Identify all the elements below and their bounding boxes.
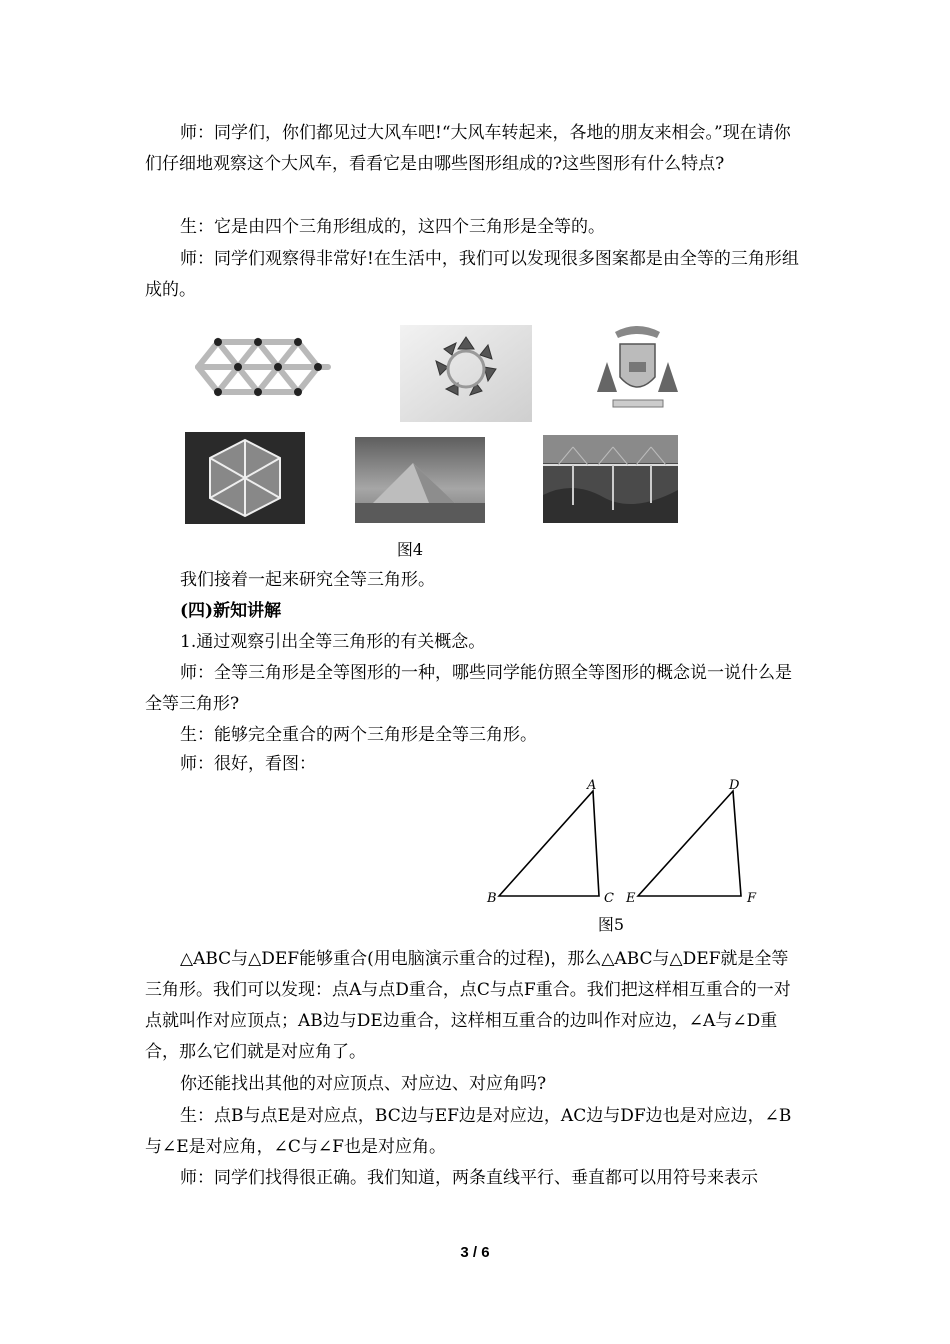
paragraph-8: 生：能够完全重合的两个三角形是全等三角形。: [180, 725, 537, 745]
label-a: A: [587, 778, 597, 793]
figure-4-caption: 图4: [396, 540, 424, 559]
label-d: D: [729, 778, 740, 793]
bridge-icon: [543, 435, 678, 523]
paragraph-12: 生：点B与点E是对应点，BC边与EF边是对应边，AC边与DF边也是对应边，∠B与∠E是对应角，∠C与∠F也是对应角。: [145, 1106, 792, 1157]
triangle-ring-icon: [400, 325, 532, 422]
label-b: B: [487, 891, 497, 906]
label-f: F: [747, 891, 757, 906]
figure-5-triangles: [485, 775, 765, 907]
section-heading: (四)新知讲解: [180, 601, 282, 621]
paragraph-6: 1.通过观察引出全等三角形的有关概念。: [180, 632, 486, 652]
page-number: 3 / 6: [460, 1244, 490, 1261]
paragraph-4: 我们接着一起来研究全等三角形。: [180, 570, 435, 590]
paragraph-1: 师：同学们，你们都见过大风车吧!“大风车转起来，各地的朋友来相会。”现在请你们仔细地观察这个大风车，看看它是由哪些图形组成的?这些图形有什么特点?: [145, 123, 791, 174]
pyramid-icon: [355, 437, 485, 523]
paragraph-7: 师：全等三角形是全等图形的一种，哪些同学能仿照全等图形的概念说一说什么是全等三角形?: [145, 663, 792, 714]
emblem-triangles-icon: [585, 322, 690, 414]
triangle-abc: [499, 791, 599, 896]
paragraph-11: 你还能找出其他的对应顶点、对应边、对应角吗?: [180, 1074, 547, 1094]
hexagon-triangles-icon: [185, 432, 305, 524]
label-c: C: [604, 891, 614, 906]
paragraph-10: △ABC与△DEF能够重合(用电脑演示重合的过程)，那么△ABC与△DEF就是全等三角形。我们可以发现：点A与点D重合，点C与点F重合。我们把这样相互重合的一对点就叫作对应顶点；AB边与DE边重合，这样相互重合的边叫作对应边，∠A与∠D重合，那么它们就是对应角了。: [145, 949, 791, 1062]
figure-5-caption: 图5: [597, 915, 625, 934]
paragraph-3: 师：同学们观察得非常好!在生活中，我们可以发现很多图案都是由全等的三角形组成的。: [145, 249, 799, 300]
paragraph-2: 生：它是由四个三角形组成的，这四个三角形是全等的。: [180, 217, 605, 237]
paragraph-13: 师：同学们找得很正确。我们知道，两条直线平行、垂直都可以用符号来表示: [180, 1168, 758, 1188]
matchstick-triangles-icon: [193, 337, 333, 397]
paragraph-9: 师：很好，看图：: [180, 754, 316, 774]
triangle-def: [638, 791, 741, 896]
label-e: E: [626, 891, 636, 906]
